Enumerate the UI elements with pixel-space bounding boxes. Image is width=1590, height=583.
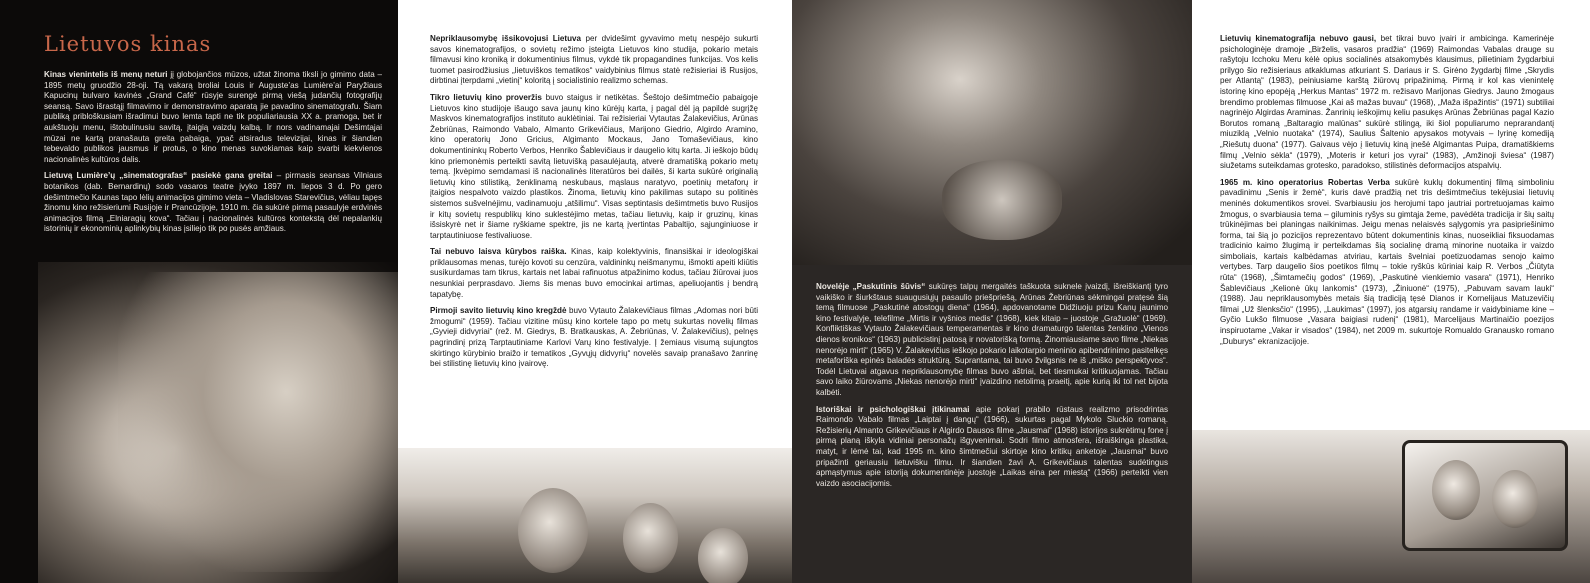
paragraph-body: – pirmasis seansas Vilniaus botanikos (dab. Bernardinų) sodo vasaros teatre įvyko 1897 m. liepos 3 d. Po gero dešimtmečio Kaunas tapo lėlių animacijos gimimo vieta – Vladislovas Starevičius, vėliau tapęs žinomu kino režisieriumi Rusijoje ir Prancūzijoje, 1910 m. čia sukūrė pirmą pasaulyje erdvinės animacijos filmą „Elniaragių kova“. Tačiau į nacionalinės kultūros kontekstą dėl nepalankių istorinių ir ekonominių aplinkybių kinas įsiliejo tik po pusės amžiaus. (44, 171, 382, 234)
photo-face (1432, 460, 1480, 520)
photo-face (623, 503, 678, 573)
paragraph (44, 171, 382, 235)
paragraph (1220, 178, 1554, 348)
panel-2-text (430, 34, 758, 376)
photo-car-window (1402, 440, 1568, 551)
photo-woman-hair (118, 272, 398, 572)
paragraph-body: apie pokarį prabilo rūstaus realizmo prisodrintas Raimondo Vabalo filmas „Laiptai į dangų“ (1966), sukurtas pagal Mykolo Sluckio romaną. Režisierių Almanto Grikevičiaus ir Algirdo Dausos filme „Jausmai“ (1968) istorijos sukrėtimų fone į pirmą planą iškyla vidiniai personažų išgyvenimai. Sodri filmo atmosfera, išraiškinga plastika, matyt, ir lėmė tai, kad 1995 m. kino šimtmečiui skirtoje kino kritikų anketoje „Jausmai“ buvo pripažinti geriausiu lietuvišku filmu. Ir šiandien žavi A. Grikevičiaus talentas sudėtingus apmąstymus apie istoriją dokumentinėje juostoje „Laikas eina per miestą“ (1966) perteikti vien vaizdo asociacijomis. (816, 404, 1168, 488)
paragraph (816, 405, 1168, 490)
paragraph (44, 70, 382, 165)
paragraph-lead: Pirmoji savito lietuvių kino kregždė (430, 306, 567, 316)
photo-face (518, 488, 588, 573)
panel-4-text (1220, 34, 1554, 353)
paragraph-body: bet tikrai buvo įvairi ir ambicinga. Kamerinėje psichologinėje dramoje „Birželis, vasaros pradžia“ (1969) Raimondas Vabalas drauge su rašytoju Icchoku Meru kėlė opius socialinės atsakomybės klausimus, pilietiniam žygdarbiui prilygo šio režisieriaus atkaklumas atkuriant S. Dariaus ir S. Girėno žygdarbį filme „Skrydis per Atlantą“ (1983), peiniusiame karštą žiūrovų pripažinimą. Pirmą ir kol kas vienintelę istorinę kino epopėją „Herkus Mantas“ 1972 m. režisavo Marijonas Giedrys. Jauno žmogaus brendimo problemas filmuose „Kai aš mažas buvau“ (1968), „Maža išpažintis“ (1971) subtiliai nagrinėjo Algirdas Araminas. Žanrinių ieškojimų keliu pasukęs Arūnas Žebriūnas pagal Kazio Borutos romaną „Baltaragio malūnas“ sukūrė stilingą, iki šiol populiarumo neprarandantį miuziklą „Velnio nuotaka“ (1974), Saulius Šaltenio apysakos motyvais – lyrinę komediją „Riešutų duona“ (1977). Gaivaus vėjo į lietuvių kiną įnešė Algimantas Puipa, dramatiškiems filmų „Velnio sėkla“ (1979), „Moteris ir keturi jos vyrai“ (1983), „Amžinoji šviesa“ (1987) siužetams suteikdamas grotesko, paradokso, stilistinės deformacijos atspalvių. (1220, 34, 1555, 171)
panel-2 (398, 0, 792, 583)
photo-face (698, 528, 748, 583)
paragraph (1220, 34, 1554, 172)
photo-face (1492, 470, 1538, 528)
photo-woman-close-up (792, 0, 1192, 265)
paragraph (430, 306, 758, 370)
paragraph-lead: Nepriklausomybę išsikovojusi Lietuva (430, 34, 582, 43)
photo-film-still-car (1192, 430, 1590, 583)
photo-hands (942, 160, 1062, 240)
panel-3-text (816, 282, 1168, 495)
paragraph (816, 282, 1168, 399)
paragraph-lead: Lietuvių kinematografija nebuvo gausi, (1220, 34, 1377, 43)
paragraph (430, 93, 758, 241)
paragraph (430, 34, 758, 87)
paragraph-body: sukūręs talpų mergaitės taškuota suknele įvaizdį, išreiškiantį tyro vaikiško ir šiurkštaus suaugusiųjų pasaulio priešpriešą, Arūnas Žebriūnas sėkmingai pratęsė šią temą filmuose „Paskutinė atostogų diena“ (1964), apdovanotame Didžiuoju prizu Kanų jaunimo kino festivalyje, telefilme „Mirtis ir vyšnios medis“ (1968), kiek kitaip – juostoje „Gražuolė“ (1969). Konfliktiškas Vytauto Žalakevičiaus temperamentas ir kino dramaturgo talentas ženklino „Vienos dienos kronikos“ (1963) publicistinį patosą ir novatorišką formą. Žinomiausiame savo filme „Niekas nenorėjo mirti“ (1965) V. Žalakevičius ieškojo pokario laikotarpio meninio apibendrinimo pasitelkęs metaforiška epinės baladės struktūrą. Suprantama, tai buvo žvilgsnis ne iš „miško perspektyvos“. Todėl Lietuvai atgavus nepriklausomybę filmas buvo aštriai, bet tiesmukai kritikuojamas. Tačiau savo laiko žiūrovams „Niekas nenorėjo mirti“ įvaizdino netolimą praeitį, apie kurią iki tol net bijota kalbėti. (816, 282, 1168, 397)
paragraph-body: buvo Vytauto Žalakevičiaus filmas „Adomas nori būti žmogumi“ (1959). Tačiau vizitine mūsų kino kortele tapo po metų sukurtas novelių filmas „Gyvieji didvyriai“ (rež. M. Giedrys, B. Bratkauskas, A. Žebriūnas, V. Žalakevičius), pelnęs pagrindinį prizą Tarptautiniame Karlovi Varų kino festivalyje. Į žemiaus visumą sujungtos skirtingo kūrybinio braižo ir tematikos „Gyvųjų didvyrių“ novelės savaip pranašavo žanrinę bei stilistinę lietuvių kino įvairovę. (430, 306, 758, 369)
panel-4 (1192, 0, 1590, 583)
paragraph-lead: Lietuvą Lumière’ų „sinematografas“ pasiekė gana greitai (44, 171, 273, 181)
page-title: Lietuvos kinas (44, 32, 212, 56)
paragraph-body: jį globojančios mūzos, užtat žinoma tiksli jo gimimo data – 1895 metų gruodžio 28-oji. Tą vakarą broliai Louis ir Auguste’as Lumière’ai Paryžiaus Kapucinų bulvaro kavinės „Grand Café“ rūsyje surengė pirmą viešą judančių fotografijų seansą. Savo išrastąjį filmavimo ir demonstravimo aparatą jie pavadino sinematografu. Šiam publiką pribloškusiam išradimui buvo lemta tapti ne tik populiariausia XX a. pramoga, bet ir aukštuoju menu, ištobulinusiu savitą, įtaigią vaizdų kalbą. Ir nors vadinamajai Dešimtajai mūzai ne kartą pranašauta greita pabaiga, ypač atsiradus televizijai, kinas ir šiandien tebevaldo publikos jausmus ir protus, o kino menas suvokiamas kaip svarbi kiekvienos nacionalinės kultūros dalis. (44, 70, 382, 164)
paragraph (430, 247, 758, 300)
paragraph-lead: Tai nebuvo laisva kūrybos raiška. (430, 247, 567, 257)
paragraph-body: Kinas, kaip kolektyvinis, finansiškai ir ideologiškai priklausomas menas, turėjo kovoti su cenzūra, valdininkų neišmanymu, išmokti apeiti kliūtis susikurdamas tam tikrus, kartais net labai rafinuotus atpažinimo kodus, tačiau žiūrovai juos nesunkiai perprasdavo. Jiems šis menas buvo emocinkai artimas, apeliuojantis į bendrą tapatybę. (430, 247, 758, 299)
paragraph-body: sukūrė kuklų dokumentinį filmą simboliniu pavadinimu „Senis ir žemė“, kuris davė pradžią net tris dešimtmečius tekėjusiai lietuvių meninės dokumentikos srovei. Svarbiausiu jos herojumi tapo jautriai portretuojamas kaimo žmogus, o svarbiausia tema – giluminis ryšys su gimtąja žeme, pavėdėta tradicija ir šių saitų trūkinėjimas bei planingas naikinimas. Jeigu menas nelaisvės sąlygomis yra pasipriešinimo forma, tai šią jo pozicijos reprezentavo būtent dokumentinis kinas, nuoseikliai fiksuodamas tradicinio kaimo žlugimą ir perteikdamas šią socialinę dramą minorine nuotaika ir vaizdo simboliais, kartais kalbėdamas atviriau, kartais švelniai poetizuodamas senojo kaimo vertybes. Tarp daugelio šios poetikos filmų – tokie ryškūs kūriniai kaip R. Verbos „Čiūtyta rūta“ (1968), „Šimtamečių godos“ (1969), „Paskutinė vienkiemio vasara“ (1971), Henriko Šablevičiaus „Kelionė ūkų lankomis“ (1973), „Žiniuonė“ (1975), „Pabuvam savam lauki“ (1988). Jau nepriklausomybės metais šią tradiciją tęsė Dianos ir Kornelijaus Matuzevičių filmai „Už šlenksčio“ (1995), „Laukimas“ (1997), jos atgarsių randame ir vaidybiniame kine – Gyčio Lukšo filmuose „Vasara baigiasi rudenį“ (1981), Marcelijaus Martinaičio poezijos inspiruotame „Vakar ir visados“ (1984), net 2009 m. sukurtoje Romualdo Granausko romano „Duburys“ ekranizacijoje. (1220, 177, 1554, 346)
panel-1-text (44, 70, 382, 241)
paragraph-lead: Tikro lietuvių kino proveržis (430, 92, 542, 102)
photo-woman-portrait (38, 262, 398, 583)
panel-3 (792, 0, 1192, 583)
paragraph-lead: Istoriškai ir psichologiškai įtikinamai (816, 404, 970, 414)
paragraph-body: buvo staigus ir netikėtas. Šeštojo dešimtmečio pabaigoje Lietuvos kino studijoje išaugo sava jaunų kino kūrėjų karta, į pagal dėl ją papildė sugrįžę Maskvos kinematografijos instituto auklėtiniai. Tai režisieriai Vytautas Žalakevičius, Arūnas Žebriūnas, Raimondo Vabalo, Almanto Grikevičiaus, Marijono Giedrio, Algirdo Aramino, kino operatorių Jono Gricius, Algimanto Mockaus, Jano Tomaševičiaus, kino dokumentininkų Roberto Verbos, Henriko Šablevičiaus ir daugelio kitų karta. Ji ieškojo būdų kino priemonėmis perteikti savitą lietuvišką pasaulėjautą, atverė dramatišką pokario metų temą. Įkvėpimo semdamasi iš nacionalinės literatūros bei dailės, ši karta sukūrė originalią lietuvių kino stilistiką, ženklinamą neskubaus, mąslaus naratyvo, poetinių metaforų ir įtaigios nespalvoto vaizdo plastikos. Žinoma, lietuvių kino pakilimas sutapo su politinės sistemos sušvelnėjimu, vadinamuoju „atšilimu“. Visas septintasis dešimtmetis buvo Rusijos ir kitų sovietų respublikų kino suklestėjimo metas, tačiau lietuvių, kaip ir gruzinų, kinas išsiskyrė net ir šiame ryškiame spektre, jis ne kartą įvertintas Pabaltijo, sąjunginiuose ir tarptautiniuose festivaliuose. (430, 92, 758, 240)
paragraph-lead: Novelėje „Paskutinis šūvis“ (816, 282, 926, 291)
photo-film-still-men (398, 448, 792, 583)
panel-1 (0, 0, 398, 583)
paragraph-lead: 1965 m. kino operatorius Robertas Verba (1220, 177, 1390, 187)
paragraph-lead: Kinas vienintelis iš menų neturi (44, 70, 168, 79)
paragraph-body: per dvidešimt gyvavimo metų nespėjo sukurti savos kinematografijos, o sovietų režimo įsteigta Lietuvos kino studija, pokario metais filmavusi kino kroniką ir dokumentinius filmus, vykdė tik propagandines funkcijas. Vos kelis tuomet pasirodžiusius „lietuviškos tematikos“ vaidybinius filmus statė režisieriai iš Rusijos, dirbtinai įterpdami „vietinį“ koloritą į socialistinio realizmo schemas. (430, 34, 758, 86)
